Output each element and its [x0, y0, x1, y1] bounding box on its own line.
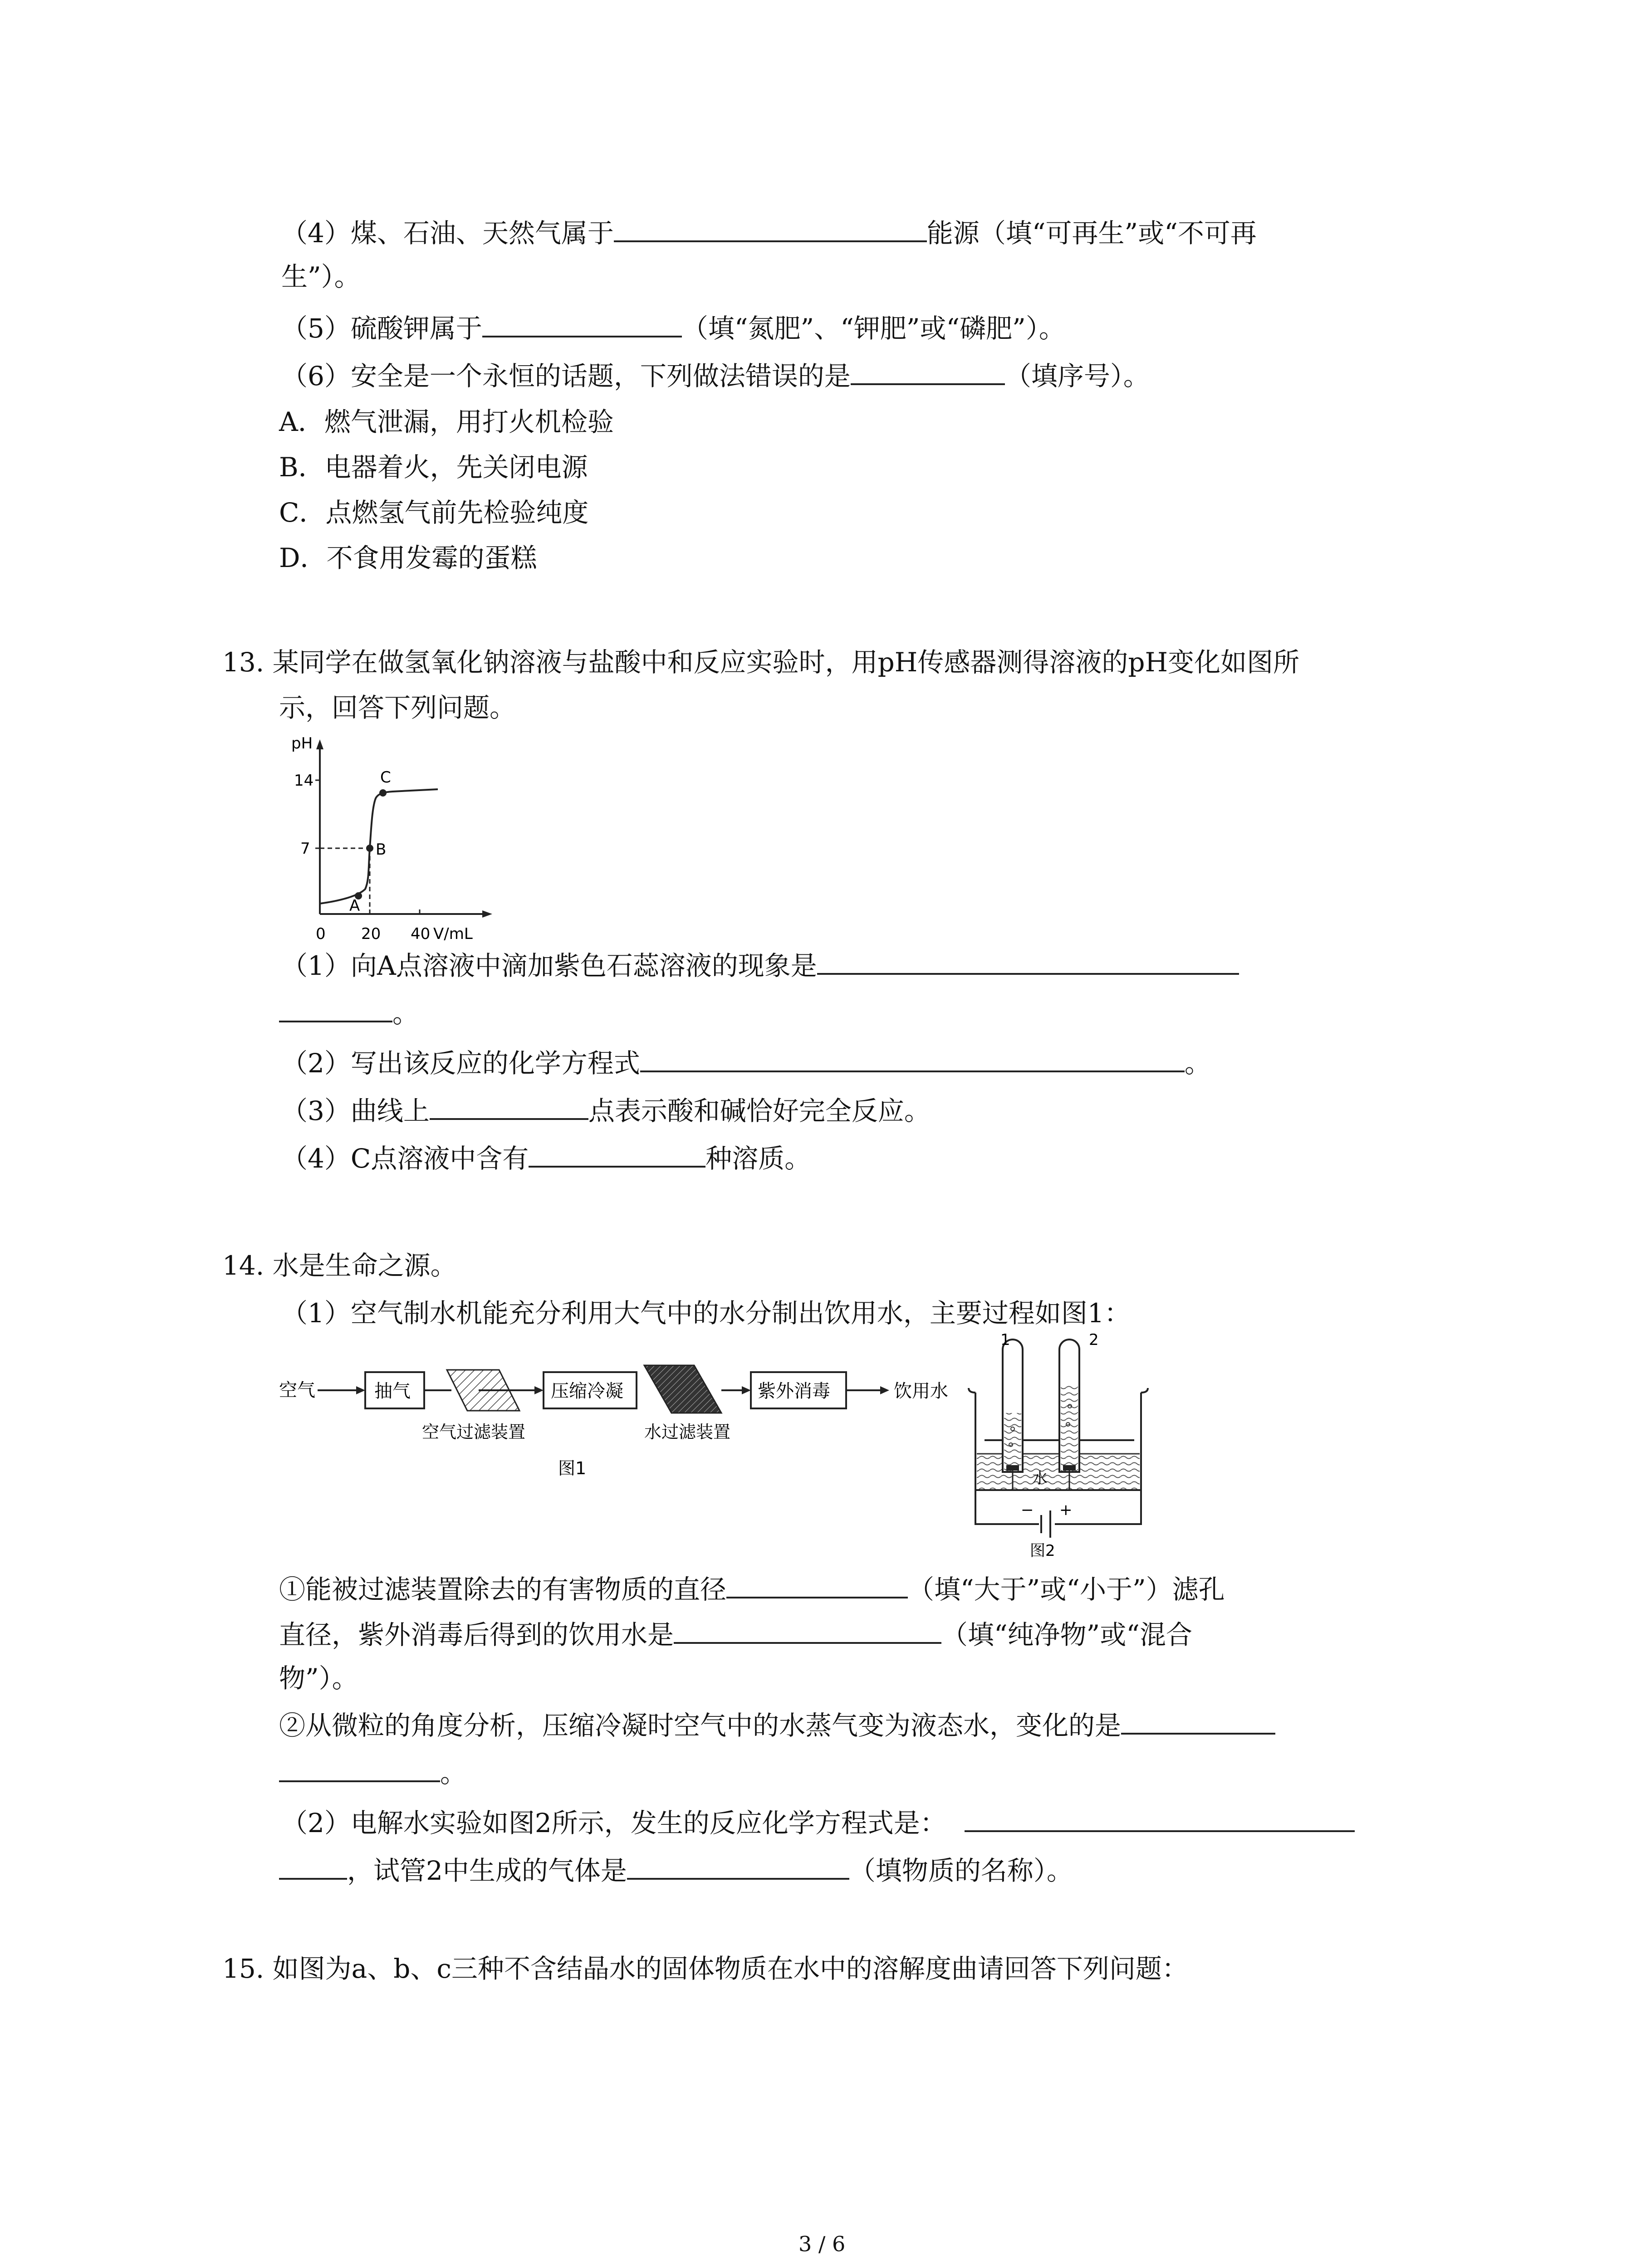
q12-part6-blank[interactable]	[851, 356, 1005, 385]
x-axis-arrow	[482, 910, 492, 918]
q13-stem-line2: 示，回答下列问题。	[279, 692, 516, 723]
q13-sub3-text2: 点表示酸和碱恰好完全反应。	[588, 1095, 931, 1126]
q12-part4-line1	[281, 213, 1257, 251]
fig1-water-filter-shape	[644, 1365, 721, 1413]
q13-sub1-blank[interactable]	[817, 946, 1239, 975]
q14-c2-blank2[interactable]	[279, 1753, 440, 1782]
label-b: B	[376, 841, 387, 859]
fig1-arrowhead-1	[356, 1386, 365, 1394]
q14-c2-line1	[279, 1706, 1275, 1744]
q14-stem: 14. 水是生命之源。	[222, 1250, 457, 1281]
q13-sub4-text2: 种溶质。	[705, 1143, 811, 1174]
q14-c1-line1	[279, 1569, 1225, 1608]
fig1-air: 空气	[279, 1380, 315, 1401]
q12-part6-text: （6）安全是一个永恒的话题，下列做法错误的是	[281, 361, 851, 391]
fig1-drink: 饮用水	[894, 1381, 948, 1402]
q12-part6-text2: （填序号）。	[1004, 361, 1150, 391]
q12-option-b: B．电器着火，先关闭电源	[279, 452, 588, 483]
q14-s2-text3: （填物质的名称）。	[849, 1855, 1073, 1886]
label-a: A	[349, 897, 360, 915]
q13-sub3-text: （3）曲线上	[281, 1095, 430, 1126]
figure1-process	[272, 1356, 980, 1492]
y-tick-14: 14	[294, 772, 314, 790]
q12-option-d: D．不食用发霉的蛋糕	[279, 543, 537, 573]
fig2-water	[977, 1454, 1140, 1489]
q14-s2-blank2[interactable]	[279, 1851, 347, 1880]
fig2-water-label: 水	[1032, 1469, 1048, 1487]
q14-c1-text2: （填“大于”或“小于”）滤孔	[908, 1574, 1225, 1605]
q14-s2-blank1[interactable]	[965, 1803, 1355, 1832]
fig1-caption: 图1	[558, 1458, 587, 1478]
fig2-plus: +	[1059, 1501, 1073, 1519]
fig1-uv: 紫外消毒	[758, 1381, 830, 1402]
fig1-arrowhead-3	[534, 1386, 544, 1394]
q14-c1-line2	[279, 1615, 1192, 1653]
q14-c2-end: 。	[440, 1758, 467, 1789]
q12-option-a: A．燃气泄漏，用打火机检验	[279, 406, 614, 437]
y-tick-7: 7	[300, 840, 310, 858]
q12-part5	[281, 308, 1065, 347]
q14-s2-line2	[279, 1851, 1073, 1889]
fig2-tube2-label: 2	[1089, 1334, 1099, 1349]
q12-part6	[281, 356, 1150, 394]
q14-c1-blank2[interactable]	[674, 1615, 941, 1644]
page-number: 3 / 6	[798, 2232, 846, 2256]
q14-c2-line2	[279, 1753, 466, 1791]
q14-c1-text4: （填“纯净物”或“混合	[941, 1619, 1192, 1650]
fig2-tube1-label: 1	[1000, 1334, 1010, 1349]
x-tick-0: 0	[316, 925, 326, 943]
q12-part4-line2: 生”）。	[281, 261, 361, 292]
q14-c1-line3: 物”）。	[279, 1663, 358, 1694]
q13-sub4	[281, 1139, 811, 1177]
y-axis-arrow	[316, 739, 323, 749]
q13-sub4-blank[interactable]	[529, 1139, 705, 1168]
ph-curve-figure	[272, 735, 508, 948]
label-c: C	[380, 768, 391, 787]
q13-sub2-text: （2）写出该反应的化学方程式	[281, 1048, 640, 1079]
fig2-caption: 图2	[1030, 1542, 1055, 1560]
q13-sub2-blank[interactable]	[640, 1043, 1185, 1072]
q14-c1-text3: 直径，紫外消毒后得到的饮用水是	[279, 1619, 674, 1650]
fig1-arrowhead-4	[742, 1386, 751, 1394]
fig2-beaker-lip-l	[969, 1388, 975, 1393]
q13-sub2-end: 。	[1184, 1048, 1211, 1079]
q15-stem: 15. 如图为a、b、c三种不含结晶水的固体物质在水中的溶解度曲请回答下列问题：	[222, 1953, 1188, 1984]
q13-stem-line1: 13. 某同学在做氢氧化钠溶液与盐酸中和反应实验时，用pH传感器测得溶液的pH变化如图所	[222, 647, 1300, 678]
q13-sub3	[281, 1091, 931, 1129]
q13-sub4-text: （4）C点溶液中含有	[281, 1143, 529, 1174]
q14-s2-line1	[281, 1803, 1355, 1841]
q14-c1-text: ①能被过滤装置除去的有害物质的直径	[279, 1574, 727, 1605]
q12-part5-blank[interactable]	[482, 308, 682, 337]
x-tick-20: 20	[361, 925, 381, 943]
q12-part5-text2: （填“氮肥”、“钾肥”或“磷肥”）。	[681, 313, 1065, 344]
fig2-tube-2-water	[1061, 1383, 1078, 1471]
q13-sub2	[281, 1043, 1211, 1081]
fig1-arrowhead-5	[880, 1386, 889, 1394]
q14-c2-blank1[interactable]	[1121, 1706, 1275, 1735]
fig1-pump: 抽气	[374, 1381, 411, 1402]
fig2-tube-1-water	[1004, 1413, 1021, 1471]
q12-part4-blank[interactable]	[614, 213, 927, 242]
q14-c2-text: ②从微粒的角度分析，压缩冷凝时空气中的水蒸气变为液态水，变化的是	[279, 1710, 1122, 1741]
q13-sub1-blank2[interactable]	[279, 993, 392, 1022]
q14-s2-text: （2）电解水实验如图2所示，发生的反应化学方程式是：	[281, 1808, 946, 1838]
fig2-minus: −	[1021, 1501, 1034, 1519]
fig2-beaker-lip-r	[1141, 1388, 1148, 1393]
figure2-electrolysis	[957, 1334, 1157, 1560]
fig2-electrode-2	[1063, 1465, 1076, 1471]
q14-sub1: （1）空气制水机能充分利用大气中的水分制出饮用水，主要过程如图1：	[281, 1298, 1131, 1329]
q13-sub1-end: 。	[392, 998, 419, 1029]
x-tick-40: 40	[411, 925, 431, 943]
q13-sub1-line2	[279, 993, 419, 1031]
fig1-water-filter-label: 水过滤装置	[644, 1422, 731, 1442]
q14-s2-text2: ，试管2中生成的气体是	[347, 1855, 627, 1886]
q13-sub1-text: （1）向A点溶液中滴加紫色石蕊溶液的现象是	[281, 950, 817, 981]
q14-s2-blank3[interactable]	[627, 1851, 849, 1880]
fig1-air-filter-label: 空气过滤装置	[422, 1422, 526, 1442]
x-axis-label: V/mL	[433, 925, 473, 943]
fig2-electrode-1	[1006, 1465, 1019, 1471]
q13-sub3-blank[interactable]	[430, 1091, 588, 1120]
q12-part4-text: （4）煤、石油、天然气属于	[281, 218, 614, 249]
q14-c1-blank1[interactable]	[726, 1569, 908, 1598]
q13-sub1	[281, 946, 1239, 984]
y-axis-label: pH	[291, 735, 313, 753]
point-c	[379, 789, 387, 797]
q12-option-c: C．点燃氢气前先检验纯度	[279, 497, 589, 528]
point-b	[366, 845, 373, 852]
q12-part5-text: （5）硫酸钾属于	[281, 313, 482, 344]
fig1-compress: 压缩冷凝	[551, 1381, 623, 1402]
q12-part4-text2: 能源（填“可再生”或“不可再	[926, 218, 1257, 249]
